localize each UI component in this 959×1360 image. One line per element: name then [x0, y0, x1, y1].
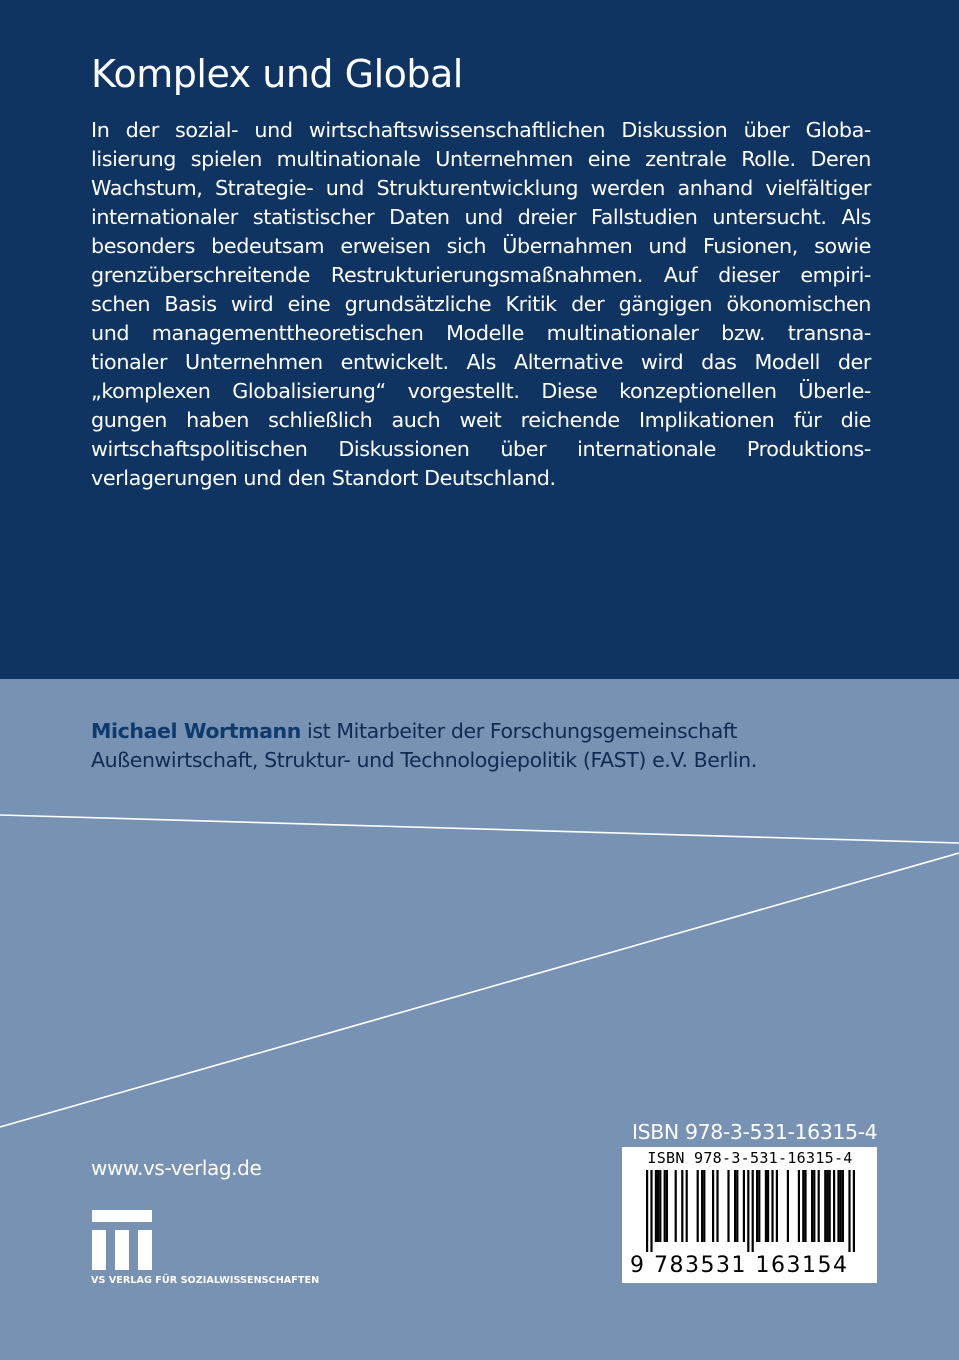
blurb-line: In der sozial- und wirtschaftswissenschaftlichen Diskussion über Globa-: [91, 118, 871, 142]
barcode-bar: [747, 1170, 749, 1252]
barcode-bar: [716, 1170, 718, 1242]
blurb-line: „komplexen Globalisierung“ vorgestellt. Diese konzeptionellen Überle-: [91, 379, 871, 403]
blurb-line: und managementtheoretischen Modelle multinationaler bzw. transna-: [91, 321, 871, 345]
barcode-bar: [798, 1170, 800, 1242]
barcode-bar: [837, 1170, 839, 1242]
author-bio: [91, 717, 851, 775]
author-name: Michael Wortmann: [91, 719, 301, 743]
barcode-bar: [743, 1170, 745, 1242]
barcode-bar: [818, 1170, 820, 1242]
barcode-bar: [712, 1170, 714, 1242]
barcode-bar: [752, 1170, 754, 1252]
barcode: [622, 1147, 877, 1283]
isbn-label: ISBN 978-3-531-16315-4: [632, 1120, 878, 1144]
blurb-line: grenzüberschreitende Restrukturierungsmaßnahmen. Auf dieser empiri-: [91, 263, 871, 287]
barcode-bar: [758, 1170, 760, 1242]
barcode-bar: [701, 1170, 703, 1242]
barcode-bar: [650, 1170, 652, 1252]
barcode-bar: [829, 1170, 831, 1242]
barcode-bar: [703, 1170, 705, 1242]
barcode-digits: 9 783531 163154: [630, 1253, 849, 1278]
author-bio-text-1: ist Mitarbeiter der Forschungsgemeinschaft: [300, 719, 738, 743]
barcode-bar: [659, 1170, 661, 1242]
blurb-line: tionaler Unternehmen entwickelt. Als Alternative wird das Modell der: [91, 350, 871, 374]
vs-verlag-logo-icon: [92, 1210, 152, 1270]
author-bio-line-2: Außenwirtschaft, Struktur- und Technologiepolitik (FAST) e.V. Berlin.: [91, 748, 757, 772]
barcode-bar: [767, 1170, 769, 1242]
blurb-line: wirtschaftspolitischen Diskussionen über internationale Produktions-: [91, 437, 871, 461]
barcode-bar: [765, 1170, 767, 1242]
barcode-bar: [813, 1170, 815, 1242]
publisher-logo-caption: VS VERLAG FÜR SOZIALWISSENSCHAFTEN: [91, 1275, 320, 1286]
book-title: Komplex und Global: [91, 52, 463, 96]
decorative-line-upper: [0, 815, 959, 843]
barcode-bar: [840, 1170, 842, 1242]
barcode-bar: [681, 1170, 683, 1242]
barcode-bar: [833, 1170, 835, 1242]
blurb-line: Wachstum, Strategie- und Strukturentwicklung werden anhand vielfältiger: [91, 176, 871, 200]
barcode-bar: [824, 1170, 826, 1242]
barcode-bar: [666, 1170, 668, 1242]
barcode-bar: [727, 1170, 729, 1242]
barcode-bar: [853, 1170, 855, 1252]
barcode-bar: [736, 1170, 738, 1242]
barcode-bar: [787, 1170, 789, 1242]
barcode-bar: [842, 1170, 844, 1242]
barcode-bar: [811, 1170, 813, 1242]
barcode-bar: [826, 1170, 828, 1242]
barcode-bar: [664, 1170, 666, 1242]
barcode-bar: [804, 1170, 806, 1242]
blurb-line: internationaler statistischer Daten und dreier Fallstudien untersucht. Als: [91, 205, 871, 229]
barcode-bar: [802, 1170, 804, 1242]
blurb-line: lisierung spielen multinationale Unternehmen eine zentrale Rolle. Deren: [91, 147, 871, 171]
barcode-bar: [771, 1170, 773, 1242]
blurb-line: gungen haben schließlich auch weit reichende Implikationen für die: [91, 408, 871, 432]
blurb-line: besonders bedeutsam erweisen sich Übernahmen und Fusionen, sowie: [91, 234, 871, 258]
barcode-bar: [655, 1170, 657, 1242]
blurb-line: verlagerungen und den Standort Deutschland.: [91, 466, 556, 490]
barcode-bar: [697, 1170, 699, 1242]
barcode-bars: [630, 1170, 870, 1252]
publisher-website: www.vs-verlag.de: [91, 1156, 262, 1180]
barcode-bar: [756, 1170, 758, 1242]
barcode-isbn-label: ISBN 978-3-531-16315-4: [647, 1149, 853, 1167]
barcode-bar: [675, 1170, 677, 1242]
barcode-bar: [776, 1170, 778, 1242]
barcode-bar: [734, 1170, 736, 1242]
author-bio-line-1: [91, 717, 851, 746]
decorative-line-lower: [0, 853, 959, 1127]
barcode-bar: [646, 1170, 648, 1252]
barcode-bar: [657, 1170, 659, 1242]
barcode-bar: [848, 1170, 850, 1252]
barcode-bar: [686, 1170, 688, 1242]
blurb-line: schen Basis wird eine grundsätzliche Kritik der gängigen ökonomischen: [91, 292, 871, 316]
